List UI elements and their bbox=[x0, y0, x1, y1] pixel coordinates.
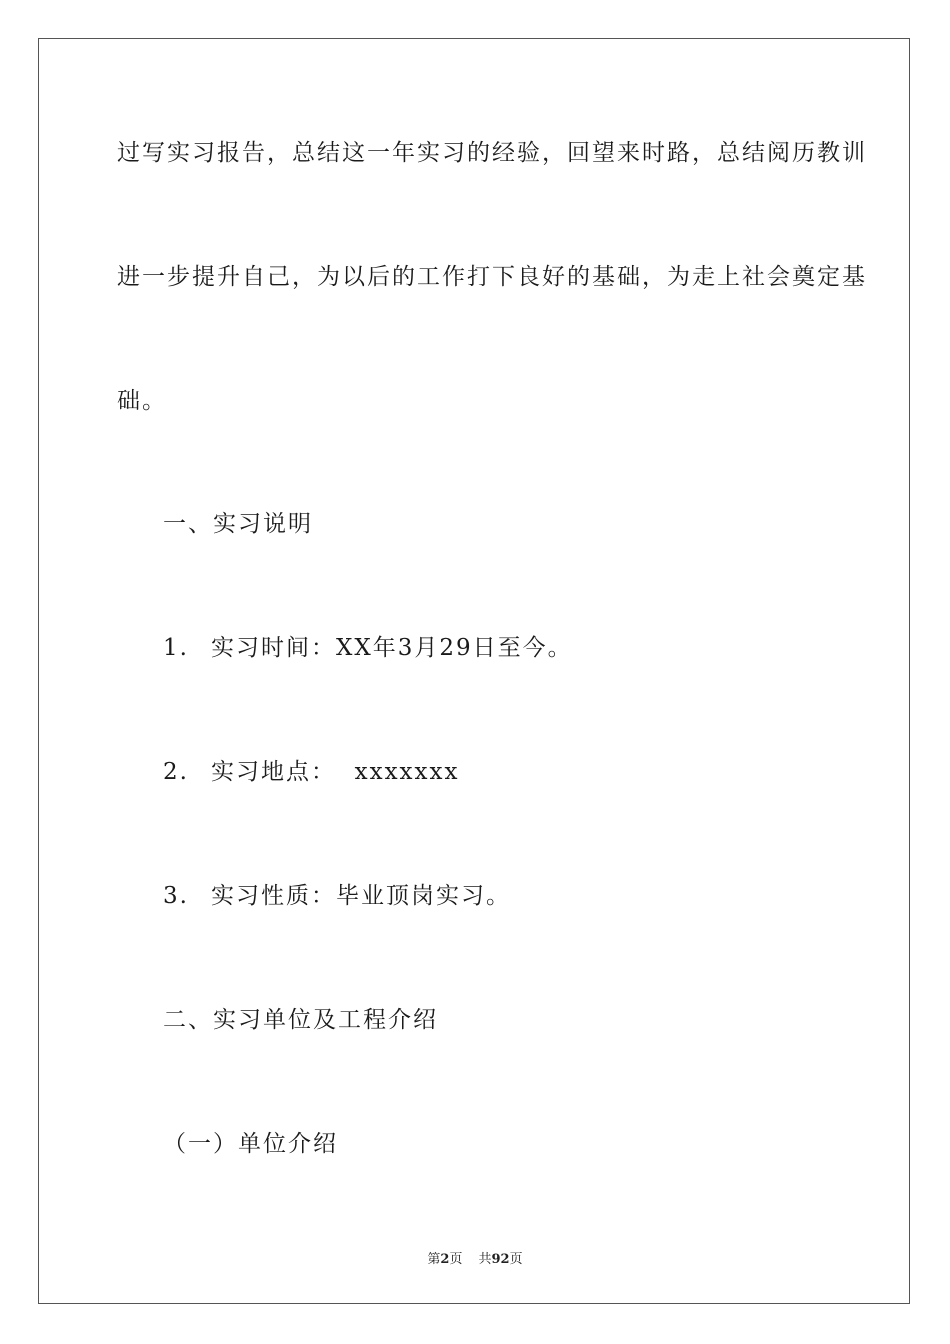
paragraph-line-1: 过写实习报告，总结这一年实习的经验，回望来时路，总结阅历教训 bbox=[117, 140, 867, 166]
list-item-text: 实习时间：XX年3月29日至今。 bbox=[211, 635, 573, 661]
page-current: 2 bbox=[440, 1252, 450, 1267]
list-item-text: 实习性质：毕业顶岗实习。 bbox=[211, 883, 511, 909]
page-suffix: 页 bbox=[449, 1252, 463, 1267]
page-frame bbox=[38, 38, 910, 1304]
paragraph-line-2: 进一步提升自己，为以后的工作打下良好的基础，为走上社会奠定基 bbox=[117, 264, 867, 290]
list-item-number: 1. bbox=[163, 635, 189, 661]
section-heading-2: 二、实习单位及工程介绍 bbox=[163, 1007, 438, 1033]
list-item bbox=[163, 881, 511, 911]
list-item bbox=[163, 633, 573, 663]
list-item-text: 实习地点： xxxxxxx bbox=[211, 759, 460, 785]
list-item-number: 3. bbox=[163, 883, 189, 909]
paragraph-line-3: 础。 bbox=[117, 388, 167, 414]
page-footer bbox=[0, 1248, 950, 1267]
list-item bbox=[163, 757, 459, 787]
total-prefix: 共 bbox=[478, 1252, 492, 1267]
page-prefix: 第 bbox=[427, 1252, 441, 1267]
section-heading-1: 一、实习说明 bbox=[163, 511, 313, 537]
page-total: 92 bbox=[491, 1252, 510, 1267]
total-suffix: 页 bbox=[509, 1252, 523, 1267]
list-item-number: 2. bbox=[163, 759, 189, 785]
subsection-heading: （一）单位介绍 bbox=[163, 1131, 338, 1157]
